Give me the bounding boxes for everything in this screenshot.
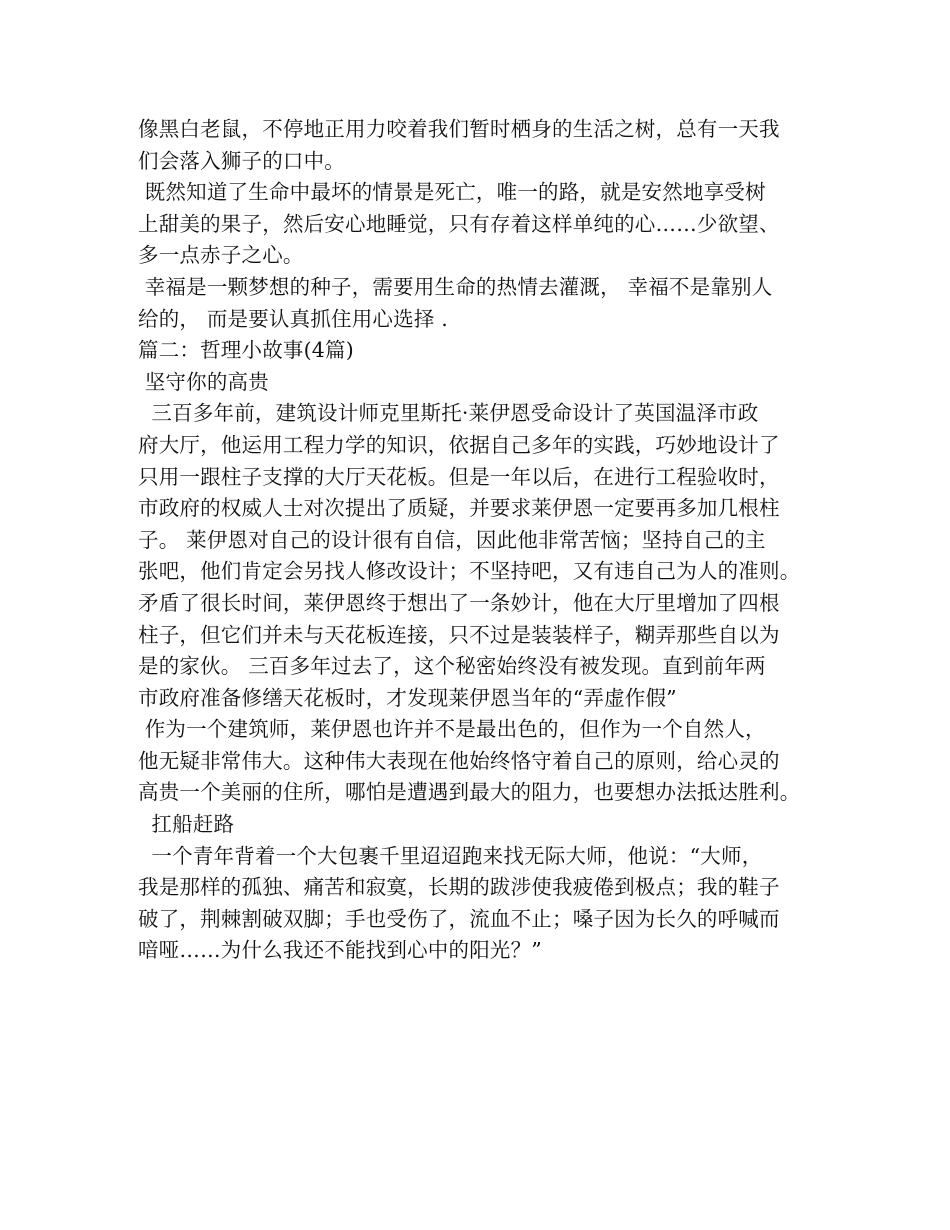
- text-line: 矛盾了很长时间，莱伊恩终于想出了一条妙计，他在大厅里增加了四根: [138, 590, 780, 615]
- text-line: 既然知道了生命中最坏的情景是死亡，唯一的路，就是安然地享受树: [138, 180, 766, 205]
- text-line: 给的， 而是要认真抓住用心选择 .: [138, 306, 448, 331]
- text-line: 柱子，但它们并未与天花板连接，只不过是装装样子，糊弄那些自以为: [138, 622, 780, 647]
- text-line: 幸福是一颗梦想的种子，需要用生命的热情去灌溉， 幸福不是靠别人: [138, 274, 773, 299]
- text-line: 作为一个建筑师，莱伊恩也许并不是最出色的，但作为一个自然人，: [138, 717, 766, 742]
- text-line: 他无疑非常伟大。这种伟大表现在他始终恪守着自己的原则，给心灵的: [138, 748, 780, 773]
- text-line: 扛船赶路: [138, 812, 235, 837]
- text-line: 像黑白老鼠，不停地正用力咬着我们暂时栖身的生活之树，总有一天我: [138, 117, 780, 141]
- text-line: 市政府的权威人士对次提出了质疑，并要求莱伊恩一定要再多加几根柱: [138, 496, 780, 521]
- text-line: 破了，荆棘割破双脚；手也受伤了，流血不止；嗓子因为长久的呼喊而: [138, 906, 780, 931]
- text-line: 们会落入狮子的口中。: [138, 148, 345, 173]
- text-line: 篇二：哲理小故事(4篇): [138, 338, 354, 363]
- text-line: 高贵一个美丽的住所，哪怕是遭遇到最大的阻力，也要想办法抵达胜利。: [138, 780, 801, 805]
- text-line: 一个青年背着一个大包裹千里迢迢跑来找无际大师，他说：“大师，: [138, 843, 763, 868]
- text-line: 市政府准备修缮天花板时，才发现莱伊恩当年的“弄虚作假”: [138, 685, 677, 710]
- text-line: 坚守你的高贵: [138, 369, 269, 394]
- text-line: 上甜美的果子，然后安心地睡觉，只有存着这样单纯的心……少欲望、: [138, 211, 780, 236]
- document-body: [138, 114, 828, 967]
- text-line: 子。 莱伊恩对自己的设计很有自信，因此他非常苦恼；坚持自己的主: [138, 527, 766, 552]
- text-line: 多一点赤子之心。: [138, 243, 304, 268]
- text-line: 张吧，他们肯定会另找人修改设计；不坚持吧，又有违自己为人的准则。: [138, 559, 801, 584]
- text-line: 三百多年前，建筑设计师克里斯托·莱伊恩受命设计了英国温泽市政: [138, 401, 759, 426]
- text-line: 只用一跟柱子支撑的大厅天花板。但是一年以后，在进行工程验收时，: [138, 464, 780, 489]
- text-line: 是的家伙。 三百多年过去了，这个秘密始终没有被发现。直到前年两: [138, 654, 766, 679]
- text-line: 府大厅，他运用工程力学的知识，依据自己多年的实践，巧妙地设计了: [138, 432, 780, 457]
- text-line: 喑哑……为什么我还不能找到心中的阳光？”: [138, 938, 542, 963]
- text-line: 我是那样的孤独、痛苦和寂寞，长期的跋涉使我疲倦到极点；我的鞋子: [138, 875, 780, 900]
